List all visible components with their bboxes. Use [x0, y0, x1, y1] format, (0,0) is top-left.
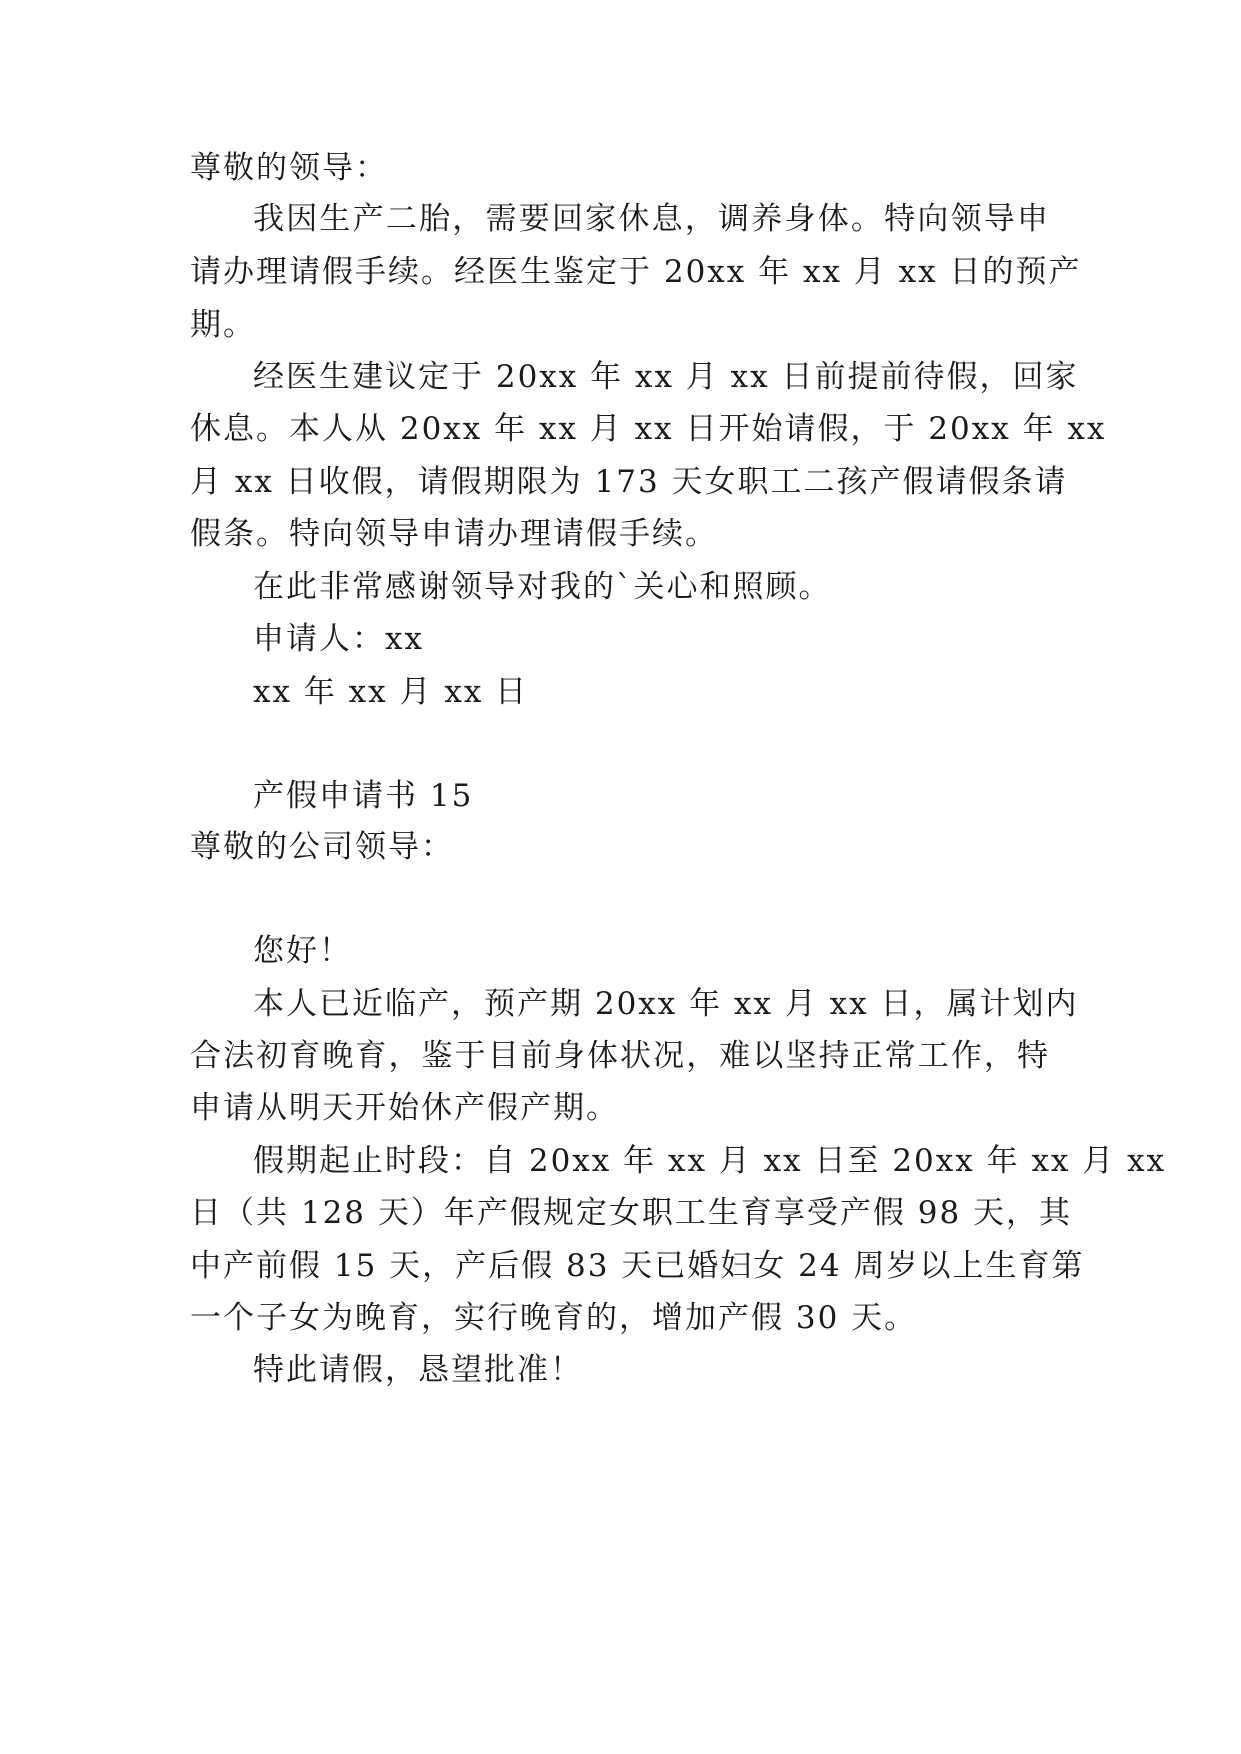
letter1-p2-line3: 月 xx 日收假，请假期限为 173 天女职工二孩产假请假条请	[190, 464, 1068, 500]
letter1-p1-line2: 请办理请假手续。经医生鉴定于 20xx 年 xx 月 xx 日的预产	[190, 254, 1082, 290]
letter2-greeting: 您好！	[253, 933, 352, 969]
letter1-p2-line4: 假条。特向领导申请办理请假手续。	[190, 516, 718, 552]
letter2-p2-line4: 一个子女为晚育，实行晚育的，增加产假 30 天。	[190, 1300, 918, 1336]
letter2-p1-line3: 申请从明天开始休产假产期。	[190, 1090, 619, 1126]
letter1-p1-line3: 期。	[190, 307, 256, 343]
letter2-closing: 特此请假，恳望批准！	[253, 1352, 583, 1388]
letter2-title: 产假申请书 15	[253, 778, 474, 814]
letter1-thanks: 在此非常感谢领导对我的`关心和照顾。	[253, 569, 832, 605]
letter1-applicant: 申请人：xx	[253, 621, 424, 657]
letter1-p1-line1: 我因生产二胎，需要回家休息，调养身体。特向领导申	[253, 201, 1050, 237]
letter1-date: xx 年 xx 月 xx 日	[253, 674, 529, 710]
letter2-p2-line2: 日（共 128 天）年产假规定女职工生育享受产假 98 天，其	[190, 1195, 1073, 1231]
letter1-salutation: 尊敬的领导：	[190, 150, 388, 186]
letter2-p1-line1: 本人已近临产，预产期 20xx 年 xx 月 xx 日，属计划内	[253, 986, 1079, 1022]
letter2-p1-line2: 合法初育晚育，鉴于目前身体状况，难以坚持正常工作，特	[190, 1038, 1050, 1074]
letter2-p2-line1: 假期起止时段：自 20xx 年 xx 月 xx 日至 20xx 年 xx 月 xx	[253, 1143, 1167, 1179]
letter2-salutation: 尊敬的公司领导：	[190, 829, 454, 865]
letter1-p2-line1: 经医生建议定于 20xx 年 xx 月 xx 日前提前待假，回家	[253, 359, 1079, 395]
letter2-p2-line3: 中产前假 15 天，产后假 83 天已婚妇女 24 周岁以上生育第	[190, 1248, 1085, 1284]
letter1-p2-line2: 休息。本人从 20xx 年 xx 月 xx 日开始请假，于 20xx 年 xx	[190, 411, 1107, 447]
